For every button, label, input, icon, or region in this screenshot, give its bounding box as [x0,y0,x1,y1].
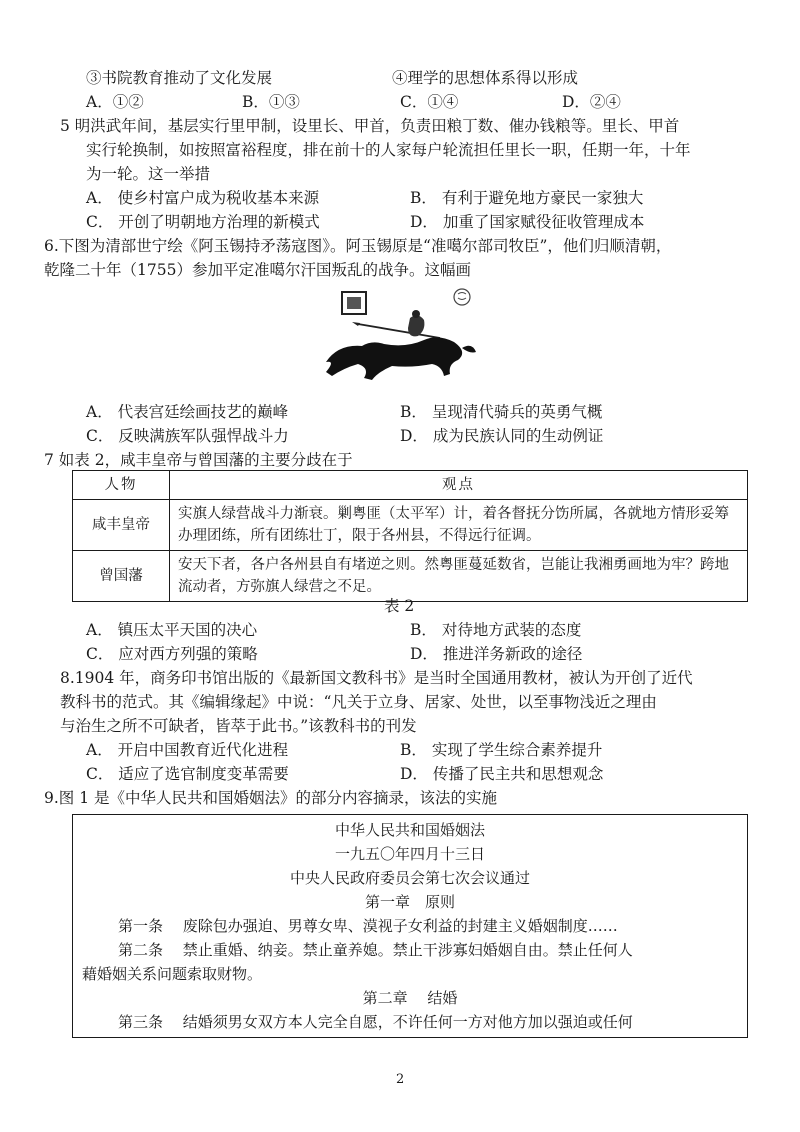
row2-view: 安天下者，各户各州县自有堵逆之则。然粤匪蔓延数省，岂能让我湘勇画地为牢？跨地流动者，方弥旗人绿营之不足。 [170,551,748,602]
law-date: 一九五〇年四月十三日 [334,845,485,863]
galloping-horse [326,337,462,380]
q7-option-d: D． 推进洋务新政的途径 [410,645,583,663]
q7-option-a: A． 镇压太平天国的决心 [86,621,258,639]
chapter-1-title: 第一章 原则 [364,893,455,911]
q6-option-b: B． 呈现清代骑兵的英勇气概 [400,403,603,421]
q5-option-d: D． 加重了国家赋役征收管理成本 [410,213,645,231]
q6-stem-line2: 乾隆二十年（1755）参加平定准噶尔汗国叛乱的战争。这幅画 [44,261,471,279]
q4-option-b: B．①③ [242,93,300,111]
law-title: 中华人民共和国婚姻法 [334,821,485,839]
q8-option-c: C． 适应了选官制度变革需要 [86,765,289,783]
spear [358,324,440,338]
q4-statement-3: ③书院教育推动了文化发展 [86,69,273,87]
q6-option-a: A． 代表宫廷绘画技艺的巅峰 [86,403,289,421]
chapter-2-title: 第二章 结婚 [362,989,458,1007]
q8-stem-line1: 8.1904 年，商务印书馆出版的《最新国文教科书》是当时全国通用教材，被认为开创了近代 [60,669,693,687]
q6-stem-line1: 6.下图为清部世宁绘《阿玉锡持矛荡寇图》。阿玉锡原是“准噶尔部司牧臣”，他们归顺清朝， [44,237,672,255]
q4-option-d: D．②④ [562,93,621,111]
horseman-painting [312,284,498,392]
q5-stem-line1: 5 明洪武年间，基层实行里甲制，设里长、甲首，负责田粮丁数、催办钱粮等。里长、甲首 [60,117,680,135]
q6-option-c: C． 反映满族军队强悍战斗力 [86,427,289,445]
q5-stem-line3: 为一轮。这一举措 [86,165,211,183]
q6-option-d: D． 成为民族认同的生动例证 [400,427,604,445]
q7-stem: 7 如表 2，咸丰皇帝与曾国藩的主要分歧在于 [44,451,353,469]
table-2 [72,470,748,602]
q4-option-c: C．①④ [400,93,459,111]
q8-option-d: D． 传播了民主共和思想观念 [400,765,604,783]
q5-option-c: C． 开创了明朝地方治理的新模式 [86,213,320,231]
rider [408,315,424,336]
table-caption: 表 2 [384,597,415,615]
row1-view: 实旗人绿营战斗力渐衰。剿粤匪（太平军）计，着各督抚分饬所属，各就地方情形妥筹办理团练，所有团练壮丁，限于各州县，不得远行征调。 [170,500,748,551]
article-2-line1: 第二条 禁止重婚、纳妾。禁止童养媳。禁止干涉寡妇婚姻自由。禁止任何人 [118,941,633,959]
q7-option-b: B． 对待地方武装的态度 [410,621,582,639]
article-1: 第一条 废除包办强迫、男尊女卑、漠视子女利益的封建主义婚姻制度…… [118,917,618,935]
table-header-row [73,471,748,500]
row2-person: 曾国藩 [73,551,170,602]
table-row [73,500,748,551]
q7-option-c: C． 应对西方列强的策略 [86,645,258,663]
q5-option-b: B． 有利于避免地方豪民一家独大 [410,189,644,207]
inscription-seal [454,289,470,305]
article-2-line2: 藉婚姻关系问题索取财物。 [82,965,263,983]
page-number: 2 [396,1072,405,1087]
row1-person: 咸丰皇帝 [73,500,170,551]
q8-option-a: A． 开启中国教育近代化进程 [86,741,289,759]
q5-stem-line2: 实行轮换制，如按照富裕程度，排在前十的人家每户轮流担任里长一职，任期一年，十年 [86,141,691,159]
header-person: 人物 [73,471,170,500]
q8-stem-line3: 与治生之所不可缺者，皆萃于此书。”该教科书的刊发 [60,717,417,735]
q4-option-a: A．①② [86,93,144,111]
q5-option-a: A． 使乡村富户成为税收基本来源 [86,189,320,207]
q4-statement-4: ④理学的思想体系得以形成 [392,69,579,87]
q8-option-b: B． 实现了学生综合素养提升 [400,741,603,759]
article-3: 第三条 结婚须男女双方本人完全自愿，不许任何一方对他方加以强迫或任何 [118,1013,633,1031]
seal-stamp-inner [347,297,361,309]
law-passed-by: 中央人民政府委员会第七次会议通过 [289,869,530,887]
q8-stem-line2: 教科书的范式。其《编辑缘起》中说：“凡关于立身、居家、处世，以至事物浅近之理由 [60,693,657,711]
table-row [73,551,748,602]
q9-stem: 9.图 1 是《中华人民共和国婚姻法》的部分内容摘录，该法的实施 [44,789,498,807]
header-view: 观点 [170,471,748,500]
